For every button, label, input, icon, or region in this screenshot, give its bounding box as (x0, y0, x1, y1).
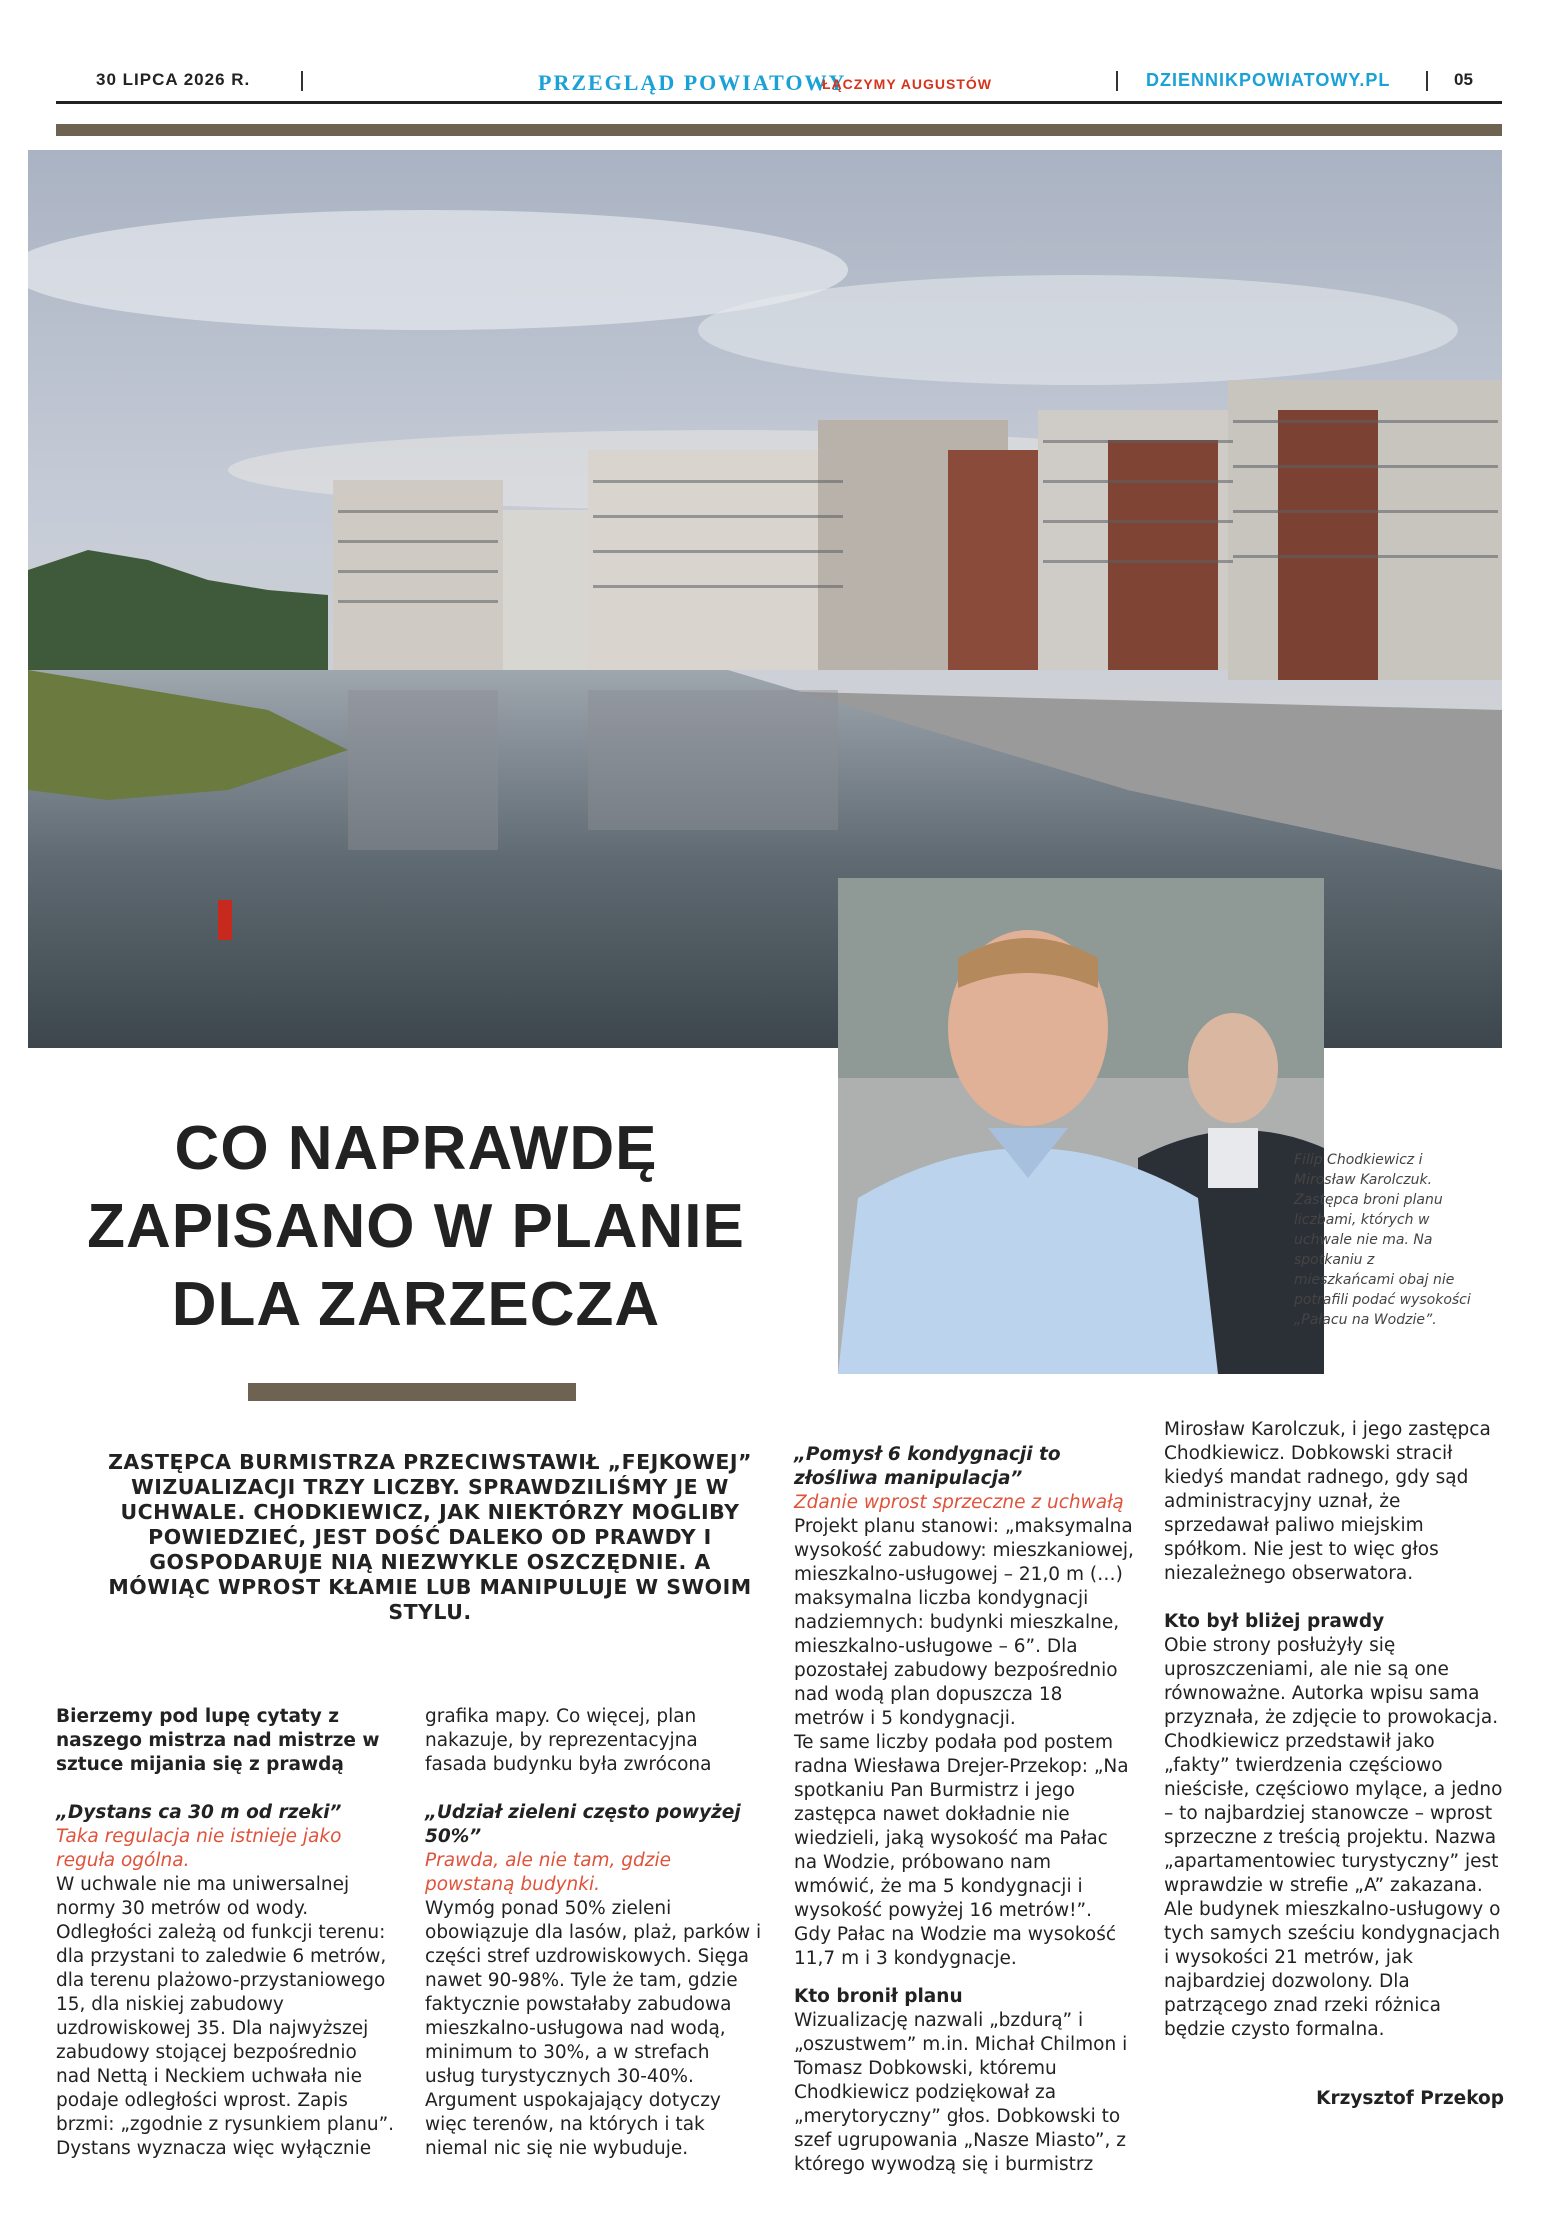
headline-underline-bar (248, 1383, 576, 1401)
masthead-title: PRZEGLĄD POWIATOWY (538, 70, 847, 95)
claim-2-verdict: Prawda, ale nie tam, gdzie powstaną budynki. (425, 1850, 672, 1895)
section-defended-text-part-1: Wizualizację nazwali „bzdurą” i „oszustwem” m.in. Michał Chilmon i Tomasz Dobkowski, któremu Chodkiewicz podziękował za „merytoryczny” głos. Dobkowski to szef ugrupowania „Nasze Miasto”, z którego wywodzą się i burmistrz (794, 2010, 1128, 2175)
portrait-photo (838, 878, 1324, 1374)
intro-heading: Bierzemy pod lupę cytaty z naszego mistrza nad mistrze w sztuce mijania się z prawdą (56, 1706, 380, 1775)
claim-3-verdict: Zdanie wprost sprzeczne z uchwałą (794, 1492, 1124, 1513)
article-lead: ZASTĘPCA BURMISTRZA PRZECIWSTAWIŁ „FEJKOWEJ” WIZUALIZACJI TRZY LICZBY. SPRAWDZILIŚMY JE W UCHWALE. CHODKIEWICZ, JAK NIEKTÓRZY MOGLIBY POWIEDZIEĆ, JEST DOŚĆ DALEKO OD PRAWDY I GOSPODARUJE NIĄ NIEZWYKLE OSZCZĘDNIE. A MÓWIĄC WPROST KŁAMIE LUB MANIPULUJE W SWOIM STYLU. (108, 1450, 752, 1624)
claim-2-quote: „Udział zieleni często powyżej 50%” (425, 1802, 741, 1847)
website-link[interactable]: DZIENNIKPOWIATOWY.PL (1146, 70, 1391, 90)
claim-1-text-part-1: W uchwale nie ma uniwersalnej normy 30 metrów od wody. Odległości zależą od funkcji terenu: dla przystani to zaledwie 6 metrów, dla terenu plażowo-przystaniowego 15, dla niskiej zabudowy uzdrowiskowej 35. Dla najwyższej zabudowy stojącej bezpośrednio nad Nettą i Neckiem uchwała nie podaje odległości wprost. Zapis brzmi: „zgodnie z rysunkiem planu”. Dystans wyznacza więc wyłącznie (56, 1874, 395, 2159)
section-defended-continuation (1164, 1418, 1504, 1586)
section-closer-heading: Kto był bliżej prawdy (1164, 1611, 1385, 1632)
claim-3-quote: „Pomysł 6 kondygnacji to złośliwa manipulacja” (794, 1444, 1061, 1489)
two-men-illustration (838, 878, 1324, 1374)
body-column-4 (1164, 1418, 1504, 2042)
masthead-slogan: ŁĄCZYMY AUGUSTÓW (822, 76, 992, 92)
claim-1-text-part-2: grafika mapy. Co więcej, plan nakazuje, by reprezentacyjna fasada budynku była zwrócona (425, 1706, 712, 1775)
article-headline: CO NAPRAWDĘ ZAPISANO W PLANIE DLA ZARZECZA (87, 1114, 745, 1339)
claim-2-text: Wymóg ponad 50% zieleni obowiązuje dla lasów, plaż, parków i części stref uzdrowiskowych. Sięga nawet 90-98%. Tyle że tam, gdzie faktycznie powstałaby zabudowa mieszkalno-usługowa nad wodą, minimum to 30%, a w strefach usług turystycznych 30-40%. Argument uspokajający dotyczy więc terenów, na których i tak niemal nic się nie wybuduje. (425, 1898, 762, 2159)
section-defended-heading: Kto bronił planu (794, 1986, 963, 2007)
body-column-2 (425, 1705, 765, 2161)
issue-date: 30 LIPCA 2026 R. (96, 70, 251, 89)
section-defended-text-part-2: Mirosław Karolczuk, i jego zastępca Chodkiewicz. Dobkowski stracił kiedyś mandat radnego, gdy sąd administracyjny uznał, że sprzedawał paliwo miejskim spółkom. Nie jest to więc głos niezależnego obserwatora. (1164, 1419, 1491, 1584)
decorative-band (56, 124, 1502, 136)
header-divider (1426, 71, 1428, 91)
body-column-1 (56, 1705, 396, 2161)
claim-3-text-1: Projekt planu stanowi: „maksymalna wysokość zabudowy: mieszkaniowej, mieszkalno-usługowej – 21,0 m (…) maksymalna liczba kondygnacji nadziemnych: budynki mieszkalne, mieszkalno-usługowe – 6”. Dla pozostałej zabudowy bezpośrednio nad wodą plan dopuszcza 18 metrów i 5 kondygnacji. (794, 1516, 1134, 1729)
header-divider (301, 71, 303, 91)
header-rule (56, 101, 1502, 104)
claim-1-continuation (425, 1705, 765, 1777)
author-byline: Krzysztof Przekop (1316, 2088, 1504, 2109)
claim-1-quote: „Dystans ca 30 m od rzeki” (56, 1802, 342, 1823)
body-column-3 (794, 1443, 1134, 2177)
claim-1-verdict: Taka regulacja nie istnieje jako reguła ogólna. (56, 1826, 342, 1871)
section-closer-text: Obie strony posłużyły się uproszczeniami, ale nie są one równoważne. Autorka wpisu sama przyznała, że zdjęcie to prowokacja. Chodkiewicz przedstawił jako „fakty” twierdzenia częściowo nieścisłe, częściowo mylące, a jedno – to najbardziej stanowcze – wprost sprzeczne z treścią projektu. Nazwa „apartamentowiec turystyczny” jest wprawdzie w strefie „A” zakazana. Ale budynek mieszkalno-usługowy o tych samych sześciu kondygnacjach i wysokości 21 metrów, jak najbardziej dozwolony. Dla patrzącego znad rzeki różnica będzie czysto formalna. (1164, 1635, 1503, 2040)
header-divider (1116, 71, 1118, 91)
photo-caption: Filip Chodkiewicz i Mirosław Karolczuk. Zastępca broni planu liczbami, których w uchwale nie ma. Na spotkaniu z mieszkańcami obaj nie potrafili podać wysokości „Pałacu na Wodzie”. (1294, 1152, 1471, 1328)
page-number: 05 (1454, 70, 1473, 89)
claim-3-text-2: Te same liczby podała pod postem radna Wiesława Drejer-Przekop: „Na spotkaniu Pan Burmistrz i jego zastępca nawet dokładnie nie wiedzieli, jaką wysokość ma Pałac na Wodzie, próbowano nam wmówić, że ma 5 kondygnacji i wysokość powyżej 16 metrów!”. Gdy Pałac na Wodzie ma wysokość 11,7 m i 3 kondygnacje. (794, 1732, 1129, 1969)
